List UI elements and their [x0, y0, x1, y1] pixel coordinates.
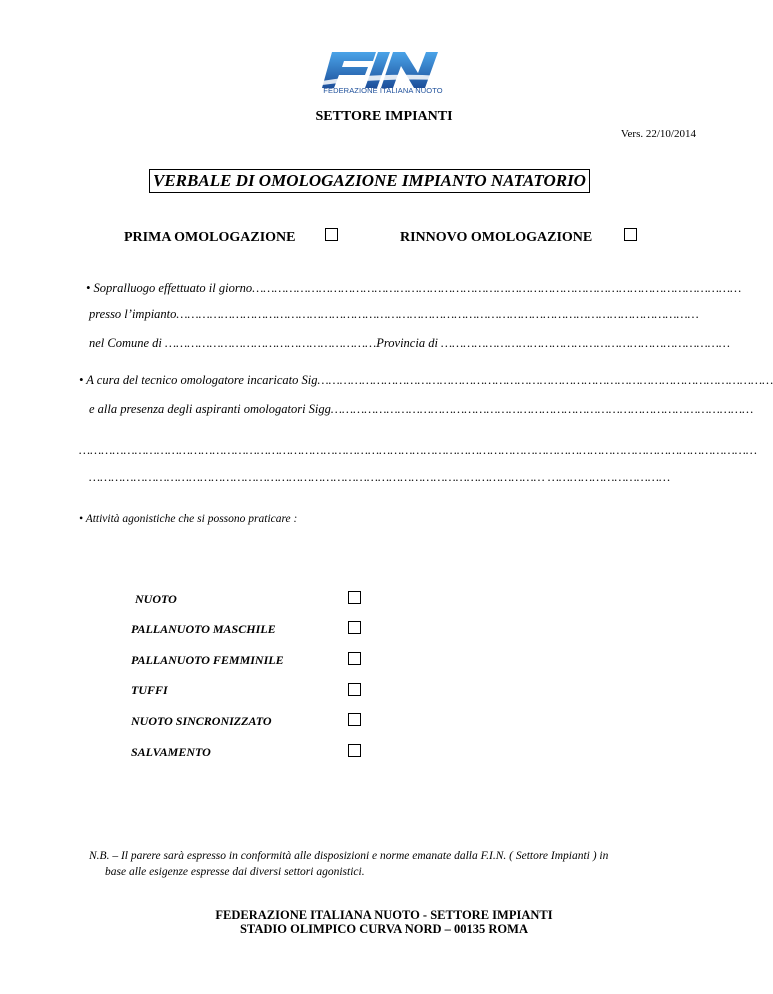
activity-checkbox[interactable] [348, 744, 361, 757]
facility-field[interactable] [89, 307, 699, 322]
dotted-fill: ………………………………………………… [161, 336, 377, 350]
activity-checkbox[interactable] [348, 652, 361, 665]
footer-line: FEDERAZIONE ITALIANA NUOTO - SETTORE IMPIANTI [215, 908, 553, 922]
comune-provincia-field[interactable] [89, 336, 731, 351]
dotted-fill: …………………………………………………………………………………………………………… [317, 373, 773, 387]
dotted-fill: ………………………………………………………………………………………………………………………………………………………………… [79, 443, 757, 457]
first-homologation-checkbox[interactable] [325, 228, 338, 241]
logo-subtitle: FEDERAZIONE ITALIANA NUOTO [323, 86, 443, 95]
footer-line: STADIO OLIMPICO CURVA NORD – 00135 ROMA [239, 922, 528, 936]
facility-label: presso l’impianto [89, 307, 177, 321]
inspection-date-field[interactable] [86, 281, 742, 296]
section-title: SETTORE IMPIANTI [315, 109, 453, 124]
provincia-label: Provincia di [376, 336, 438, 350]
note-line: N.B. – Il parere sarà espresso in conformità alle disposizioni e norme emanate dalla F.I.N. ( Settore Impianti ) in [89, 850, 609, 862]
activity-checkbox[interactable] [348, 621, 361, 634]
dotted-fill: …………………………………………………………………………………………………………… …………………………… [89, 470, 671, 484]
activity-label: NUOTO [135, 592, 177, 606]
comune-label: nel Comune di [89, 336, 162, 350]
activity-checkbox[interactable] [348, 591, 361, 604]
inspection-label: • Sopralluogo effettuato il giorno [86, 281, 253, 295]
footer [0, 908, 768, 936]
blank-dotted-line[interactable] [89, 470, 696, 485]
dotted-fill: …………………………………………………………………… [437, 336, 731, 350]
blank-dotted-line[interactable] [79, 443, 757, 458]
option-first-label: PRIMA OMOLOGAZIONE [124, 230, 296, 245]
activity-label: PALLANUOTO FEMMINILE [131, 653, 284, 667]
activity-label: SALVAMENTO [131, 745, 211, 759]
aspirants-label: e alla presenza degli aspiranti omologatori Sigg [89, 402, 331, 416]
activities-heading: • Attività agonistiche che si possono praticare : [79, 513, 298, 525]
dotted-fill: …………………………………………………………………………………………………………………… [252, 281, 742, 295]
activity-checkbox[interactable] [348, 683, 361, 696]
activity-label: PALLANUOTO MASCHILE [131, 622, 276, 636]
dotted-fill: …………………………………………………………………………………………………………………………… [176, 307, 699, 321]
activity-label: NUOTO SINCRONIZZATO [131, 714, 272, 728]
technician-label: • A cura del tecnico omologatore incaricato Sig [79, 373, 318, 387]
aspirants-field[interactable] [89, 402, 754, 417]
option-first-homologation [124, 230, 296, 246]
note [89, 848, 709, 880]
note-line: base alle esigenze espresse dai diversi settori agonistici. [105, 866, 365, 878]
dotted-fill: …………………………………………………………………………………………………… [330, 402, 754, 416]
document-title: VERBALE DI OMOLOGAZIONE IMPIANTO NATATORIO [149, 169, 590, 193]
version-label: Vers. 22/10/2014 [620, 128, 696, 140]
renewal-checkbox[interactable] [624, 228, 637, 241]
option-renewal [400, 230, 592, 246]
option-renewal-label: RINNOVO OMOLOGAZIONE [400, 230, 593, 245]
activity-label: TUFFI [131, 683, 168, 697]
technician-field[interactable] [79, 373, 773, 388]
activity-checkbox[interactable] [348, 713, 361, 726]
